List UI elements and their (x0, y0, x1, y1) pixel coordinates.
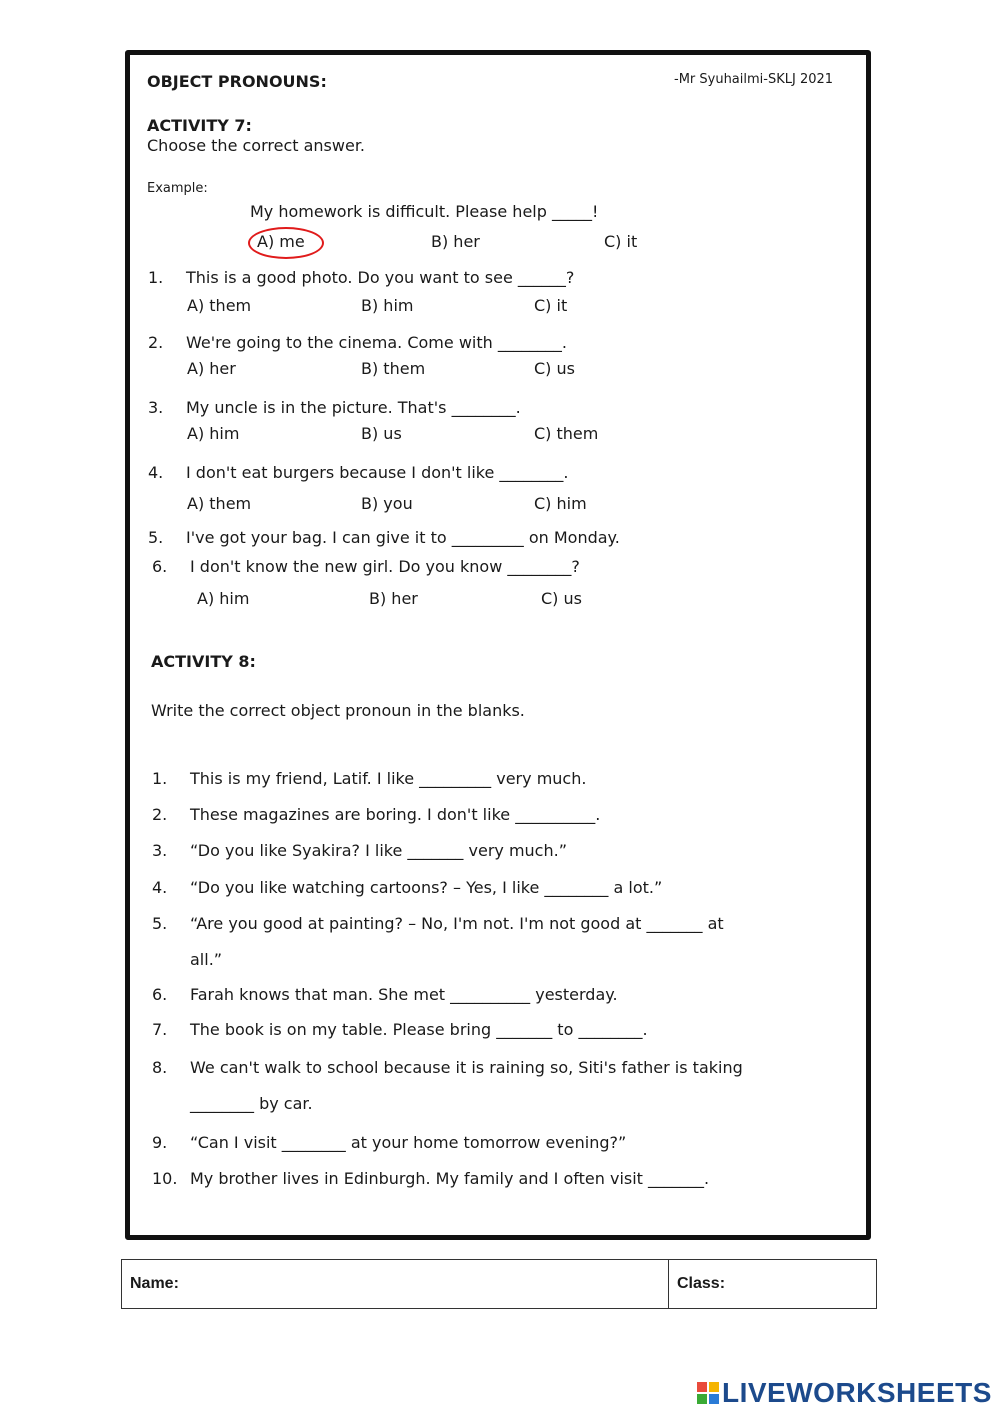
question-text: We're going to the cinema. Come with ________. (186, 333, 567, 352)
activity8-instruction: Write the correct object pronoun in the blanks. (151, 701, 525, 720)
logo-text: LIVEWORKSHEETS (722, 1377, 992, 1408)
item-number: 8. (152, 1058, 168, 1077)
item-number: 1. (152, 769, 168, 788)
item-text-continued: all.” (190, 950, 223, 969)
option-c[interactable]: C) them (534, 424, 599, 443)
question-number: 3. (148, 398, 164, 417)
item-number: 4. (152, 878, 168, 897)
class-field[interactable] (669, 1260, 877, 1309)
question-number: 2. (148, 333, 164, 352)
item-number: 2. (152, 805, 168, 824)
activity8-title: ACTIVITY 8: (151, 652, 256, 671)
item-number: 9. (152, 1133, 168, 1152)
example-option-a: A) me (257, 232, 305, 251)
class-label: Class: (677, 1275, 726, 1292)
item-text: “Are you good at painting? – No, I'm not. I'm not good at _______ at (190, 914, 724, 933)
question-number: 5. (148, 528, 164, 547)
option-a[interactable]: A) them (187, 296, 252, 315)
question-number: 4. (148, 463, 164, 482)
item-number: 6. (152, 985, 168, 1004)
activity7-instruction: Choose the correct answer. (147, 136, 366, 155)
name-field[interactable] (122, 1260, 669, 1309)
item-text: These magazines are boring. I don't like __________. (190, 805, 601, 824)
option-b[interactable]: B) him (361, 296, 414, 315)
question-text: I've got your bag. I can give it to _________ on Monday. (186, 528, 620, 547)
option-b[interactable]: B) them (361, 359, 426, 378)
item-text: “Do you like Syakira? I like _______ very much.” (190, 841, 567, 860)
activity7-title: ACTIVITY 7: (147, 116, 252, 135)
item-text: The book is on my table. Please bring _______ to ________. (190, 1020, 648, 1039)
option-a[interactable]: A) them (187, 494, 252, 513)
item-number: 3. (152, 841, 168, 860)
logo-mark-icon (697, 1382, 719, 1404)
option-c[interactable]: C) us (541, 589, 582, 608)
item-text: We can't walk to school because it is raining so, Siti's father is taking (190, 1058, 743, 1077)
item-text: This is my friend, Latif. I like _________ very much. (190, 769, 587, 788)
item-text: My brother lives in Edinburgh. My family and I often visit _______. (190, 1169, 710, 1188)
question-text: This is a good photo. Do you want to see ______? (186, 268, 575, 287)
example-option-b: B) her (431, 232, 480, 251)
option-a[interactable]: A) her (187, 359, 236, 378)
item-text: “Can I visit ________ at your home tomorrow evening?” (190, 1133, 627, 1152)
option-c[interactable]: C) us (534, 359, 575, 378)
question-number: 1. (148, 268, 164, 287)
selected-answer-circle (248, 227, 324, 259)
item-number: 10. (152, 1169, 178, 1188)
item-text: “Do you like watching cartoons? – Yes, I like ________ a lot.” (190, 878, 663, 897)
example-label: Example: (147, 181, 208, 196)
item-number: 5. (152, 914, 168, 933)
item-number: 7. (152, 1020, 168, 1039)
option-c[interactable]: C) it (534, 296, 568, 315)
option-b[interactable]: B) her (369, 589, 418, 608)
option-a[interactable]: A) him (197, 589, 250, 608)
option-b[interactable]: B) you (361, 494, 413, 513)
item-text-continued: ________ by car. (190, 1094, 313, 1113)
option-b[interactable]: B) us (361, 424, 402, 443)
question-text: I don't know the new girl. Do you know ________? (190, 557, 580, 576)
page-title: OBJECT PRONOUNS: (147, 72, 327, 91)
example-sentence: My homework is difficult. Please help _____! (250, 202, 599, 221)
option-c[interactable]: C) him (534, 494, 587, 513)
name-label: Name: (130, 1275, 179, 1292)
example-option-c: C) it (604, 232, 638, 251)
option-a[interactable]: A) him (187, 424, 240, 443)
item-text: Farah knows that man. She met __________ yesterday. (190, 985, 618, 1004)
question-number: 6. (152, 557, 168, 576)
author-credit: -Mr Syuhailmi-SKLJ 2021 (674, 72, 834, 87)
liveworksheets-logo (697, 1378, 992, 1408)
question-text: I don't eat burgers because I don't like ________. (186, 463, 569, 482)
question-text: My uncle is in the picture. That's ________. (186, 398, 521, 417)
student-info-table (121, 1259, 877, 1309)
